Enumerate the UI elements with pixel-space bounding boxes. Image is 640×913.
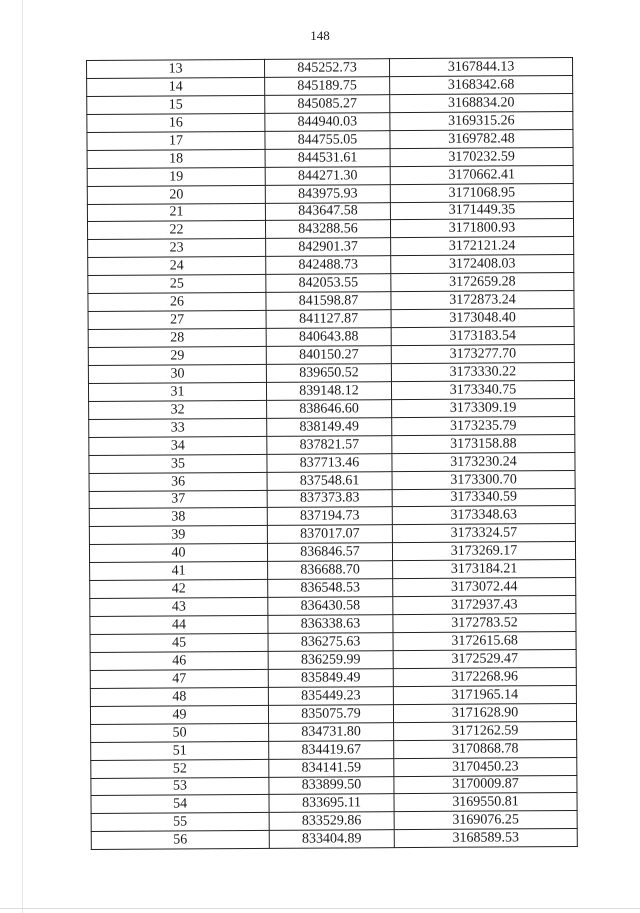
x-coordinate-cell: 844755.05 [265, 130, 390, 149]
x-coordinate-cell: 837373.83 [267, 489, 392, 508]
point-number-cell: 13 [87, 59, 265, 78]
y-coordinate-cell: 3168589.53 [394, 829, 577, 848]
point-number-cell: 32 [89, 400, 267, 419]
x-coordinate-cell: 835075.79 [268, 704, 393, 723]
x-coordinate-cell: 845085.27 [265, 95, 390, 114]
y-coordinate-cell: 3168834.20 [390, 93, 573, 112]
y-coordinate-cell: 3172659.28 [391, 273, 574, 292]
point-number-cell: 34 [89, 436, 267, 455]
point-number-cell: 44 [90, 615, 268, 634]
point-number-cell: 49 [90, 705, 268, 724]
table-row [90, 685, 576, 706]
scan-bottom-edge [0, 908, 640, 909]
table-row [90, 703, 576, 724]
point-number-cell: 15 [87, 95, 265, 114]
point-number-cell: 43 [90, 598, 268, 617]
x-coordinate-cell: 836548.53 [268, 579, 393, 598]
coordinate-table-wrapper [86, 57, 577, 850]
point-number-cell: 39 [89, 526, 267, 545]
table-row [88, 237, 574, 258]
y-coordinate-cell: 3173230.24 [392, 452, 575, 471]
y-coordinate-cell: 3170232.59 [390, 147, 573, 166]
x-coordinate-cell: 839650.52 [266, 364, 391, 383]
x-coordinate-cell: 836846.57 [267, 543, 392, 562]
table-row [89, 524, 575, 545]
table-row [89, 506, 575, 527]
x-coordinate-cell: 844940.03 [265, 112, 390, 131]
point-number-cell: 52 [91, 759, 269, 778]
x-coordinate-cell: 841598.87 [266, 292, 391, 311]
x-coordinate-cell: 845189.75 [265, 77, 390, 96]
point-number-cell: 48 [90, 687, 268, 706]
y-coordinate-cell: 3172121.24 [391, 237, 574, 256]
y-coordinate-cell: 3171628.90 [393, 703, 576, 722]
x-coordinate-cell: 835849.49 [268, 669, 393, 688]
table-row [90, 649, 576, 670]
table-row [89, 452, 575, 473]
point-number-cell: 37 [89, 490, 267, 509]
y-coordinate-cell: 3172615.68 [393, 632, 576, 651]
table-row [88, 345, 574, 366]
table-row [91, 757, 577, 778]
x-coordinate-cell: 833899.50 [269, 776, 394, 795]
point-number-cell: 55 [91, 813, 269, 832]
point-number-cell: 24 [88, 257, 266, 276]
point-number-cell: 30 [88, 364, 266, 383]
table-row [87, 219, 573, 240]
point-number-cell: 25 [88, 275, 266, 294]
y-coordinate-cell: 3173183.54 [391, 327, 574, 346]
y-coordinate-cell: 3172783.52 [393, 614, 576, 633]
table-row [89, 434, 575, 455]
point-number-cell: 19 [87, 167, 265, 186]
y-coordinate-cell: 3171262.59 [394, 721, 577, 740]
point-number-cell: 46 [90, 651, 268, 670]
x-coordinate-cell: 836338.63 [268, 615, 393, 634]
point-number-cell: 45 [90, 633, 268, 652]
y-coordinate-cell: 3169315.26 [390, 111, 573, 130]
table-row [88, 327, 574, 348]
table-row [91, 811, 577, 832]
table-row [89, 488, 575, 509]
table-row [90, 578, 576, 599]
table-row [87, 183, 573, 204]
page-number: 148 [310, 28, 330, 43]
table-row [91, 829, 577, 850]
y-coordinate-cell: 3173309.19 [392, 398, 575, 417]
point-number-cell: 33 [89, 418, 267, 437]
point-number-cell: 31 [88, 382, 266, 401]
table-row [90, 632, 576, 653]
table-row [87, 129, 573, 150]
x-coordinate-cell: 838646.60 [267, 399, 392, 418]
x-coordinate-cell: 842488.73 [266, 256, 391, 275]
y-coordinate-cell: 3173158.88 [392, 434, 575, 453]
x-coordinate-cell: 842053.55 [266, 274, 391, 293]
x-coordinate-cell: 839148.12 [266, 382, 391, 401]
y-coordinate-cell: 3173300.70 [392, 470, 575, 489]
x-coordinate-cell: 845252.73 [264, 59, 389, 78]
y-coordinate-cell: 3172529.47 [393, 649, 576, 668]
y-coordinate-cell: 3171965.14 [393, 685, 576, 704]
x-coordinate-cell: 837194.73 [267, 507, 392, 526]
y-coordinate-cell: 3167844.13 [389, 58, 572, 77]
point-number-cell: 54 [91, 795, 269, 814]
point-number-cell: 18 [87, 149, 265, 168]
table-row [89, 416, 575, 437]
x-coordinate-cell: 833695.11 [269, 794, 394, 813]
table-row [87, 111, 573, 132]
point-number-cell: 17 [87, 131, 265, 150]
table-row [90, 614, 576, 635]
y-coordinate-cell: 3171449.35 [390, 201, 573, 220]
x-coordinate-cell: 843647.58 [265, 202, 390, 221]
point-number-cell: 27 [88, 311, 266, 330]
y-coordinate-cell: 3172268.96 [393, 667, 576, 686]
point-number-cell: 28 [88, 328, 266, 347]
x-coordinate-cell: 834141.59 [269, 758, 394, 777]
point-number-cell: 56 [91, 831, 269, 850]
y-coordinate-cell: 3173330.22 [391, 362, 574, 381]
x-coordinate-cell: 835449.23 [268, 686, 393, 705]
y-coordinate-cell: 3170450.23 [394, 757, 577, 776]
y-coordinate-cell: 3172937.43 [393, 596, 576, 615]
table-row [87, 58, 573, 79]
x-coordinate-cell: 843288.56 [265, 220, 390, 239]
table-row [88, 273, 574, 294]
x-coordinate-cell: 844531.61 [265, 148, 390, 167]
x-coordinate-cell: 836688.70 [268, 561, 393, 580]
y-coordinate-cell: 3171068.95 [390, 183, 573, 202]
point-number-cell: 42 [90, 580, 268, 599]
point-number-cell: 41 [90, 562, 268, 581]
table-row [91, 775, 577, 796]
x-coordinate-cell: 838149.49 [267, 417, 392, 436]
y-coordinate-cell: 3172873.24 [391, 291, 574, 310]
table-row [87, 201, 573, 222]
y-coordinate-cell: 3173048.40 [391, 309, 574, 328]
y-coordinate-cell: 3173184.21 [393, 560, 576, 579]
table-row [88, 380, 574, 401]
table-row [90, 667, 576, 688]
point-number-cell: 51 [91, 741, 269, 760]
table-row [89, 542, 575, 563]
table-row [89, 398, 575, 419]
point-number-cell: 21 [87, 203, 265, 222]
point-number-cell: 47 [90, 669, 268, 688]
x-coordinate-cell: 837713.46 [267, 453, 392, 472]
point-number-cell: 14 [87, 77, 265, 96]
y-coordinate-cell: 3169782.48 [390, 129, 573, 148]
point-number-cell: 50 [91, 723, 269, 742]
y-coordinate-cell: 3169550.81 [394, 793, 577, 812]
x-coordinate-cell: 834731.80 [269, 722, 394, 741]
x-coordinate-cell: 834419.67 [269, 740, 394, 759]
x-coordinate-cell: 836259.99 [268, 651, 393, 670]
x-coordinate-cell: 844271.30 [265, 166, 390, 185]
point-number-cell: 22 [87, 221, 265, 240]
y-coordinate-cell: 3172408.03 [391, 255, 574, 274]
table-row [88, 291, 574, 312]
point-number-cell: 23 [88, 239, 266, 258]
x-coordinate-cell: 841127.87 [266, 310, 391, 329]
point-number-cell: 29 [88, 346, 266, 365]
x-coordinate-cell: 836430.58 [268, 597, 393, 616]
x-coordinate-cell: 843975.93 [265, 184, 390, 203]
x-coordinate-cell: 837017.07 [267, 525, 392, 544]
table-row [91, 793, 577, 814]
y-coordinate-cell: 3173340.59 [392, 488, 575, 507]
x-coordinate-cell: 840643.88 [266, 328, 391, 347]
table-row [87, 147, 573, 168]
table-row [87, 165, 573, 186]
point-number-cell: 26 [88, 293, 266, 312]
table-row [89, 470, 575, 491]
y-coordinate-cell: 3173269.17 [392, 542, 575, 561]
table-row [88, 255, 574, 276]
coordinate-table-body [87, 58, 578, 850]
x-coordinate-cell: 836275.63 [268, 633, 393, 652]
y-coordinate-cell: 3173235.79 [392, 416, 575, 435]
point-number-cell: 36 [89, 472, 267, 491]
y-coordinate-cell: 3173277.70 [391, 345, 574, 364]
point-number-cell: 40 [89, 544, 267, 563]
x-coordinate-cell: 840150.27 [266, 346, 391, 365]
point-number-cell: 35 [89, 454, 267, 473]
scan-left-edge [22, 0, 23, 913]
y-coordinate-cell: 3171800.93 [390, 219, 573, 238]
table-row [91, 721, 577, 742]
y-coordinate-cell: 3168342.68 [390, 75, 573, 94]
y-coordinate-cell: 3173340.75 [391, 380, 574, 399]
point-number-cell: 16 [87, 113, 265, 132]
y-coordinate-cell: 3173348.63 [392, 506, 575, 525]
table-row [90, 560, 576, 581]
table-row [90, 596, 576, 617]
point-number-cell: 38 [89, 508, 267, 527]
y-coordinate-cell: 3169076.25 [394, 811, 577, 830]
y-coordinate-cell: 3170009.87 [394, 775, 577, 794]
point-number-cell: 53 [91, 777, 269, 796]
x-coordinate-cell: 833404.89 [269, 830, 394, 849]
x-coordinate-cell: 833529.86 [269, 812, 394, 831]
table-row [87, 93, 573, 114]
y-coordinate-cell: 3170868.78 [394, 739, 577, 758]
coordinate-table [86, 57, 578, 850]
point-number-cell: 20 [87, 185, 265, 204]
y-coordinate-cell: 3173072.44 [393, 578, 576, 597]
x-coordinate-cell: 837548.61 [267, 471, 392, 490]
x-coordinate-cell: 837821.57 [267, 435, 392, 454]
table-row [88, 362, 574, 383]
table-row [91, 739, 577, 760]
table-row [87, 75, 573, 96]
y-coordinate-cell: 3170662.41 [390, 165, 573, 184]
table-row [88, 309, 574, 330]
y-coordinate-cell: 3173324.57 [392, 524, 575, 543]
x-coordinate-cell: 842901.37 [266, 238, 391, 257]
